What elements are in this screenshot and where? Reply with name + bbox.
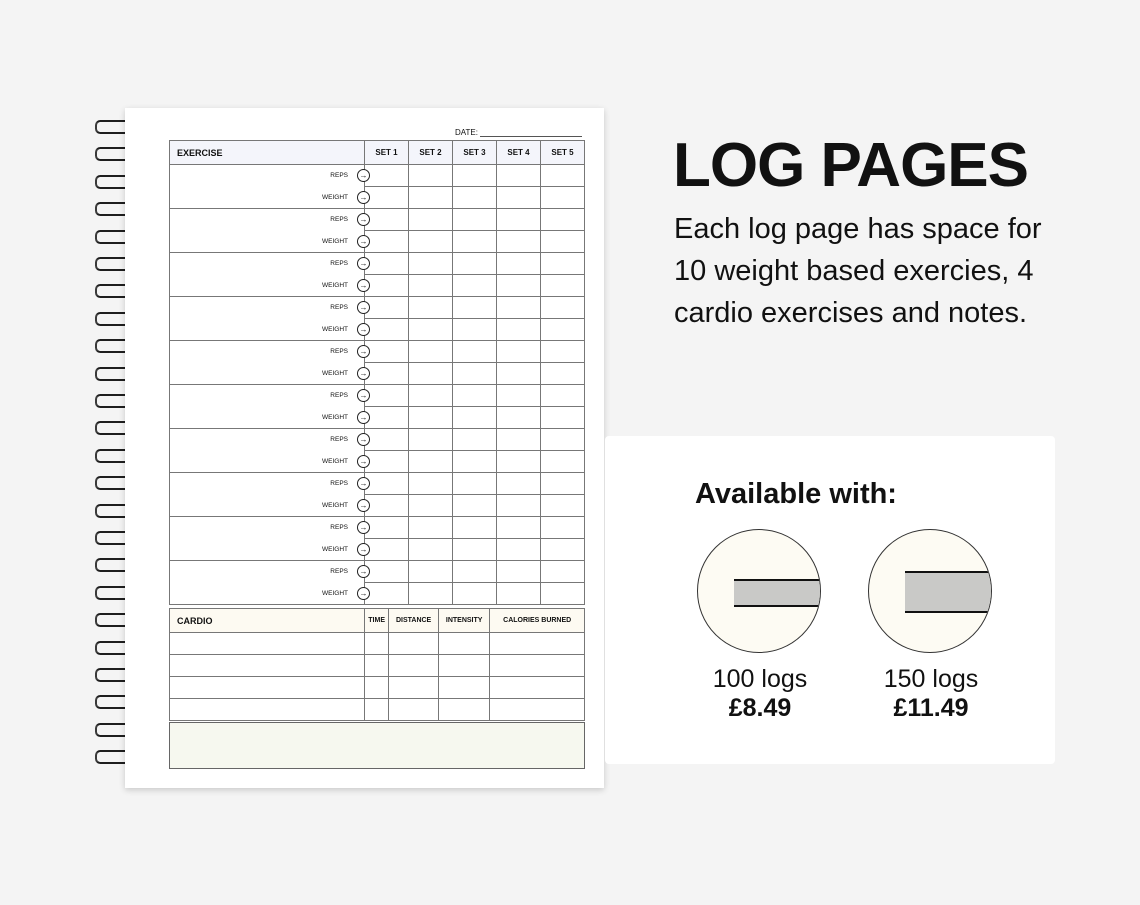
set-cell <box>365 231 409 253</box>
set-cell <box>453 583 497 605</box>
exercise-row <box>170 385 585 407</box>
set-cell <box>453 407 497 429</box>
set-cell <box>497 253 541 275</box>
set-cell <box>541 231 585 253</box>
cardio-cell <box>438 699 489 721</box>
set-cell <box>409 297 453 319</box>
set-cell <box>453 495 497 517</box>
set-cell <box>409 539 453 561</box>
page-stack-thin <box>734 579 820 607</box>
set-cell <box>365 187 409 209</box>
reps-label-cell <box>170 253 368 275</box>
row-label: WEIGHT <box>322 589 348 597</box>
intensity-header: INTENSITY <box>438 609 489 633</box>
exercise-row <box>170 583 585 605</box>
exercise-row <box>170 341 585 363</box>
row-label: WEIGHT <box>322 413 348 421</box>
reps-label-cell <box>170 341 368 363</box>
date-line <box>480 128 582 137</box>
set-cell <box>453 429 497 451</box>
cardio-cell <box>490 655 585 677</box>
notes-box <box>169 722 585 769</box>
availability-card <box>605 436 1055 764</box>
set-cell <box>453 231 497 253</box>
option-price: £8.49 <box>728 694 792 722</box>
option-price: £11.49 <box>893 694 969 722</box>
set-2-header: SET 2 <box>409 141 453 165</box>
row-label: WEIGHT <box>322 457 348 465</box>
row-label: REPS <box>330 392 348 400</box>
set-cell <box>541 429 585 451</box>
arrow-right-icon: → <box>357 169 370 182</box>
exercise-row <box>170 275 585 297</box>
cardio-cell <box>170 633 365 655</box>
set-cell <box>497 451 541 473</box>
calories-burned-header: CALORIES BURNED <box>490 609 585 633</box>
cardio-cell <box>438 677 489 699</box>
set-cell <box>541 473 585 495</box>
cardio-cell <box>170 655 365 677</box>
set-cell <box>409 253 453 275</box>
set-cell <box>497 275 541 297</box>
weight-label-cell <box>170 583 368 605</box>
set-cell <box>541 517 585 539</box>
option-label: 100 logs <box>712 665 808 693</box>
set-cell <box>365 363 409 385</box>
row-label: WEIGHT <box>322 369 348 377</box>
set-cell <box>409 429 453 451</box>
availability-title: Available with: <box>695 478 897 510</box>
cardio-cell <box>389 677 439 699</box>
set-cell <box>365 561 409 583</box>
reps-label-cell <box>170 385 368 407</box>
arrow-right-icon: → <box>357 389 370 402</box>
set-cell <box>541 451 585 473</box>
set-cell <box>497 165 541 187</box>
set-cell <box>453 297 497 319</box>
set-cell <box>453 561 497 583</box>
set-cell <box>453 253 497 275</box>
set-cell <box>453 363 497 385</box>
set-cell <box>365 517 409 539</box>
set-cell <box>541 385 585 407</box>
row-label: REPS <box>330 436 348 444</box>
set-cell <box>453 385 497 407</box>
reps-label-cell <box>170 297 368 319</box>
date-field <box>455 128 582 137</box>
arrow-right-icon: → <box>357 521 370 534</box>
set-cell <box>409 583 453 605</box>
cardio-cell <box>490 633 585 655</box>
exercise-table <box>169 140 585 605</box>
row-label: WEIGHT <box>322 193 348 201</box>
set-cell <box>409 363 453 385</box>
set-cell <box>541 363 585 385</box>
exercise-row <box>170 165 585 187</box>
set-5-header: SET 5 <box>541 141 585 165</box>
set-cell <box>541 341 585 363</box>
set-cell <box>365 583 409 605</box>
set-cell <box>497 341 541 363</box>
exercise-row <box>170 231 585 253</box>
cardio-table-body <box>170 633 585 721</box>
exercise-row <box>170 319 585 341</box>
cardio-header-row <box>170 609 585 633</box>
set-cell <box>497 407 541 429</box>
set-cell <box>365 429 409 451</box>
row-label: WEIGHT <box>322 237 348 245</box>
set-cell <box>409 385 453 407</box>
row-label: REPS <box>330 260 348 268</box>
set-cell <box>365 495 409 517</box>
set-cell <box>409 275 453 297</box>
cardio-cell <box>365 655 389 677</box>
set-cell <box>409 231 453 253</box>
arrow-right-icon: → <box>357 301 370 314</box>
set-3-header: SET 3 <box>453 141 497 165</box>
exercise-row <box>170 253 585 275</box>
set-cell <box>365 539 409 561</box>
set-cell <box>497 583 541 605</box>
weight-label-cell <box>170 319 368 341</box>
set-cell <box>497 495 541 517</box>
set-cell <box>409 341 453 363</box>
set-cell <box>365 385 409 407</box>
arrow-right-icon: → <box>357 455 370 468</box>
set-cell <box>497 561 541 583</box>
option-100-logs <box>695 529 825 723</box>
time-header: TIME <box>365 609 389 633</box>
set-cell <box>409 495 453 517</box>
set-cell <box>453 451 497 473</box>
set-cell <box>365 165 409 187</box>
set-cell <box>541 187 585 209</box>
row-label: WEIGHT <box>322 501 348 509</box>
page-headline: LOG PAGES <box>673 131 1029 200</box>
set-cell <box>453 187 497 209</box>
cardio-cell <box>438 633 489 655</box>
set-cell <box>453 517 497 539</box>
set-cell <box>497 385 541 407</box>
set-cell <box>453 539 497 561</box>
arrow-right-icon: → <box>357 323 370 336</box>
cardio-cell <box>389 699 439 721</box>
arrow-right-icon: → <box>357 477 370 490</box>
set-cell <box>497 187 541 209</box>
set-cell <box>497 319 541 341</box>
set-4-header: SET 4 <box>497 141 541 165</box>
exercise-row <box>170 473 585 495</box>
arrow-right-icon: → <box>357 279 370 292</box>
date-label: DATE: <box>455 128 478 137</box>
set-cell <box>541 561 585 583</box>
set-cell <box>409 561 453 583</box>
set-cell <box>541 165 585 187</box>
weight-label-cell <box>170 495 368 517</box>
row-label: REPS <box>330 524 348 532</box>
set-cell <box>541 209 585 231</box>
thin-book-edge-icon <box>697 529 821 653</box>
distance-header: DISTANCE <box>389 609 439 633</box>
cardio-row <box>170 699 585 721</box>
set-cell <box>541 495 585 517</box>
set-cell <box>497 231 541 253</box>
exercise-row <box>170 297 585 319</box>
arrow-right-icon: → <box>357 543 370 556</box>
set-1-header: SET 1 <box>365 141 409 165</box>
set-cell <box>365 209 409 231</box>
thick-book-edge-icon <box>868 529 992 653</box>
row-label: REPS <box>330 348 348 356</box>
exercise-header-row <box>170 141 585 165</box>
row-label: REPS <box>330 480 348 488</box>
set-cell <box>409 209 453 231</box>
exercise-row <box>170 363 585 385</box>
cardio-row <box>170 633 585 655</box>
set-cell <box>541 253 585 275</box>
set-cell <box>409 187 453 209</box>
cardio-cell <box>365 633 389 655</box>
exercise-row <box>170 517 585 539</box>
row-label: REPS <box>330 216 348 224</box>
set-cell <box>365 451 409 473</box>
weight-label-cell <box>170 539 368 561</box>
set-cell <box>409 319 453 341</box>
row-label: WEIGHT <box>322 325 348 333</box>
set-cell <box>541 275 585 297</box>
set-cell <box>453 341 497 363</box>
cardio-cell <box>389 633 439 655</box>
exercise-row <box>170 429 585 451</box>
set-cell <box>497 539 541 561</box>
exercise-row <box>170 209 585 231</box>
set-cell <box>453 165 497 187</box>
arrow-right-icon: → <box>357 213 370 226</box>
set-cell <box>497 429 541 451</box>
cardio-cell <box>170 699 365 721</box>
set-cell <box>365 297 409 319</box>
cardio-table <box>169 608 585 721</box>
arrow-right-icon: → <box>357 411 370 424</box>
set-cell <box>453 319 497 341</box>
set-cell <box>365 473 409 495</box>
set-cell <box>541 297 585 319</box>
set-cell <box>541 407 585 429</box>
set-cell <box>453 275 497 297</box>
reps-label-cell <box>170 165 368 187</box>
weight-label-cell <box>170 187 368 209</box>
reps-label-cell <box>170 561 368 583</box>
arrow-right-icon: → <box>357 257 370 270</box>
exercise-row <box>170 495 585 517</box>
set-cell <box>497 517 541 539</box>
set-cell <box>365 275 409 297</box>
arrow-right-icon: → <box>357 499 370 512</box>
arrow-right-icon: → <box>357 433 370 446</box>
cardio-cell <box>170 677 365 699</box>
set-cell <box>365 341 409 363</box>
exercise-row <box>170 187 585 209</box>
cardio-cell <box>389 655 439 677</box>
cardio-cell <box>490 677 585 699</box>
set-cell <box>365 407 409 429</box>
reps-label-cell <box>170 209 368 231</box>
cardio-row <box>170 677 585 699</box>
set-cell <box>409 517 453 539</box>
exercise-header: EXERCISE <box>170 141 365 165</box>
set-cell <box>541 319 585 341</box>
set-cell <box>497 363 541 385</box>
set-cell <box>541 583 585 605</box>
exercise-row <box>170 539 585 561</box>
exercise-table-body <box>170 165 585 605</box>
row-label: WEIGHT <box>322 281 348 289</box>
arrow-right-icon: → <box>357 565 370 578</box>
arrow-right-icon: → <box>357 191 370 204</box>
set-cell <box>497 297 541 319</box>
set-cell <box>409 473 453 495</box>
set-cell <box>365 253 409 275</box>
reps-label-cell <box>170 473 368 495</box>
set-cell <box>409 407 453 429</box>
exercise-row <box>170 407 585 429</box>
cardio-row <box>170 655 585 677</box>
row-label: WEIGHT <box>322 545 348 553</box>
arrow-right-icon: → <box>357 587 370 600</box>
cardio-cell <box>365 677 389 699</box>
set-cell <box>409 165 453 187</box>
row-label: REPS <box>330 304 348 312</box>
set-cell <box>497 473 541 495</box>
row-label: REPS <box>330 568 348 576</box>
set-cell <box>365 319 409 341</box>
cardio-cell <box>438 655 489 677</box>
cardio-cell <box>365 699 389 721</box>
description-text: Each log page has space for 10 weight based exercies, 4 cardio exercises and notes. <box>674 213 1042 329</box>
set-cell <box>453 473 497 495</box>
row-label: REPS <box>330 172 348 180</box>
weight-label-cell <box>170 363 368 385</box>
exercise-row <box>170 451 585 473</box>
weight-label-cell <box>170 275 368 297</box>
page-stack-thick <box>905 571 991 613</box>
set-cell <box>497 209 541 231</box>
option-150-logs <box>866 529 996 723</box>
arrow-right-icon: → <box>357 235 370 248</box>
cardio-header: CARDIO <box>170 609 365 633</box>
set-cell <box>541 539 585 561</box>
weight-label-cell <box>170 407 368 429</box>
arrow-right-icon: → <box>357 367 370 380</box>
notebook-log-page <box>125 108 604 788</box>
exercise-row <box>170 561 585 583</box>
set-cell <box>453 209 497 231</box>
reps-label-cell <box>170 517 368 539</box>
weight-label-cell <box>170 451 368 473</box>
cardio-cell <box>490 699 585 721</box>
option-label: 150 logs <box>883 665 979 693</box>
weight-label-cell <box>170 231 368 253</box>
set-cell <box>409 451 453 473</box>
reps-label-cell <box>170 429 368 451</box>
arrow-right-icon: → <box>357 345 370 358</box>
